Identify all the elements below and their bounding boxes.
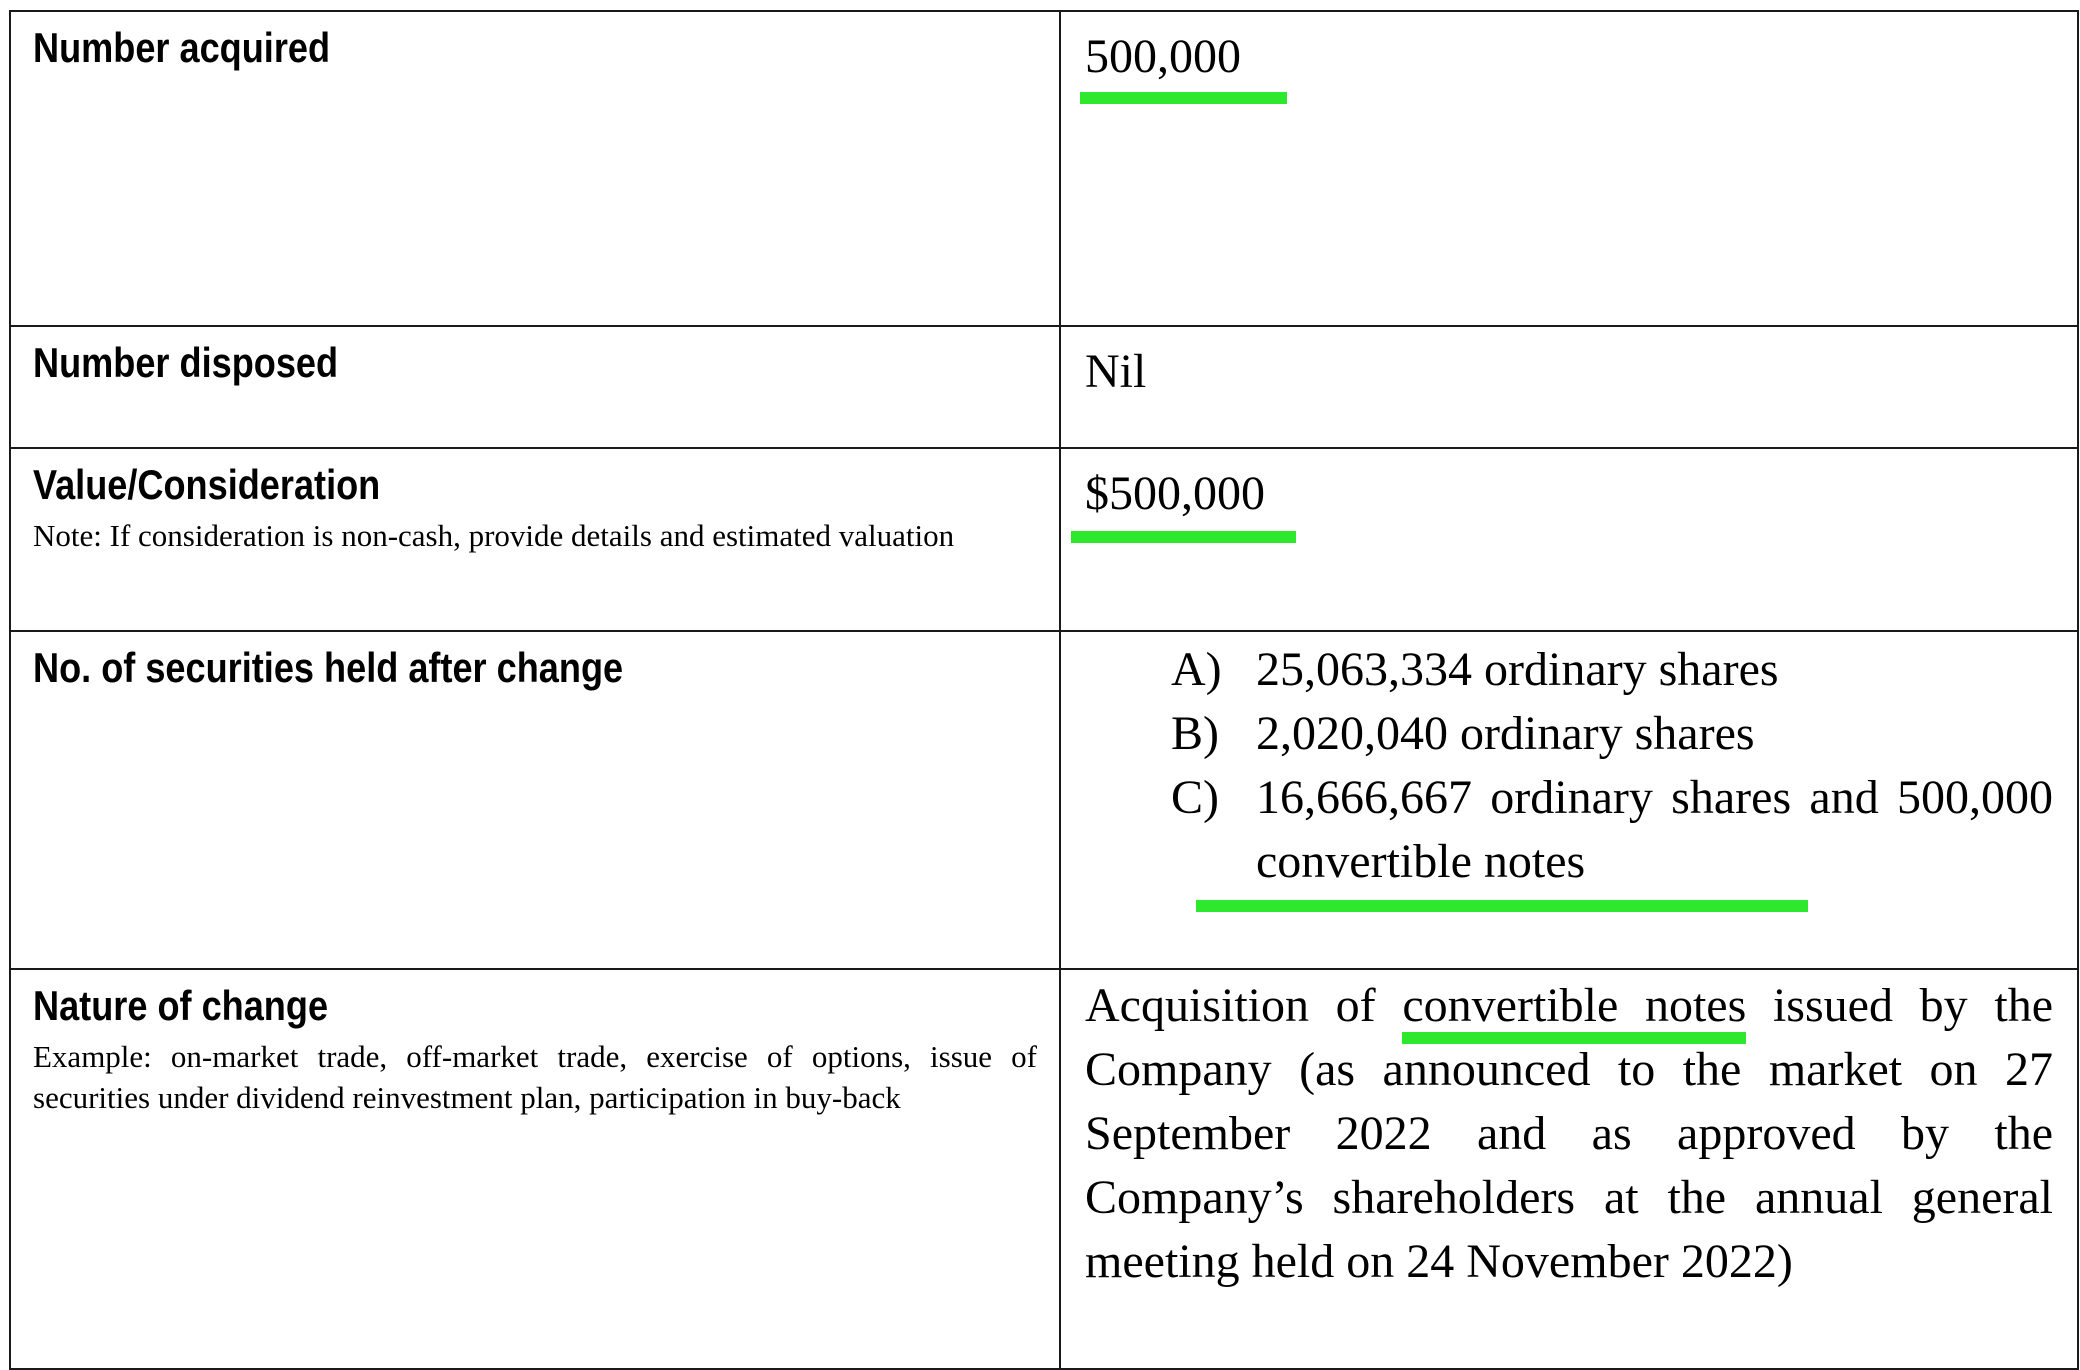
row-number-disposed: [10, 326, 2078, 448]
row-label: Number disposed: [33, 339, 339, 386]
label-cell: [10, 631, 1060, 969]
value-cell: [1060, 11, 2078, 326]
value-cell: [1060, 631, 2078, 969]
row-nature-of-change: [10, 969, 2078, 1369]
nature-text-after: issued by the Company (as announced to the market on 27 September 2022 and as approved by the Company’s shareholders at the annual general meeting held on 24 November 2022): [1085, 979, 2053, 1288]
list-item-text: 16,666,667 ordinary shares and 500,000 convertible notes: [1256, 771, 2053, 888]
green-highlight-underline: [1071, 531, 1296, 543]
label-cell: [10, 11, 1060, 326]
nature-text-before: Acquisition of: [1085, 979, 1403, 1032]
consideration-value: $500,000: [1085, 467, 1265, 520]
list-item-text: 2,020,040 ordinary shares: [1256, 707, 1755, 760]
list-item-text: 25,063,334 ordinary shares: [1256, 643, 1779, 696]
green-highlight-underline: [1080, 92, 1287, 104]
value-cell: [1060, 326, 2078, 448]
value-cell: [1060, 969, 2078, 1369]
securities-list: [1171, 638, 2053, 894]
securities-change-table: [9, 10, 2079, 1370]
green-highlight-underline: [1196, 900, 1808, 912]
list-item: [1171, 766, 2053, 894]
number-disposed-value: Nil: [1085, 345, 1147, 398]
row-number-acquired: [10, 11, 2078, 326]
list-item: [1171, 702, 2053, 766]
row-note: Example: on-market trade, off-market trade, exercise of options, issue of securities under dividend reinvestment plan, participation in buy-back: [33, 1039, 1037, 1116]
row-label: No. of securities held after change: [33, 644, 624, 691]
label-cell: [10, 326, 1060, 448]
nature-of-change-value: [1085, 974, 2053, 1294]
list-item-letter: A): [1171, 643, 1222, 696]
label-cell: [10, 448, 1060, 631]
row-value-consideration: [10, 448, 2078, 631]
highlighted-convertible-notes: convertible notes: [1402, 979, 1746, 1044]
row-note: Note: If consideration is non-cash, provide details and estimated valuation: [33, 518, 955, 554]
number-acquired-value: 500,000: [1085, 30, 1241, 83]
list-item-letter: C): [1171, 771, 1219, 824]
label-cell: [10, 969, 1060, 1369]
row-label: Nature of change: [33, 982, 329, 1029]
row-securities-held: [10, 631, 2078, 969]
value-cell: [1060, 448, 2078, 631]
list-item: [1171, 638, 2053, 702]
row-label: Number acquired: [33, 24, 331, 71]
list-item-letter: B): [1171, 707, 1219, 760]
row-label: Value/Consideration: [33, 461, 381, 508]
